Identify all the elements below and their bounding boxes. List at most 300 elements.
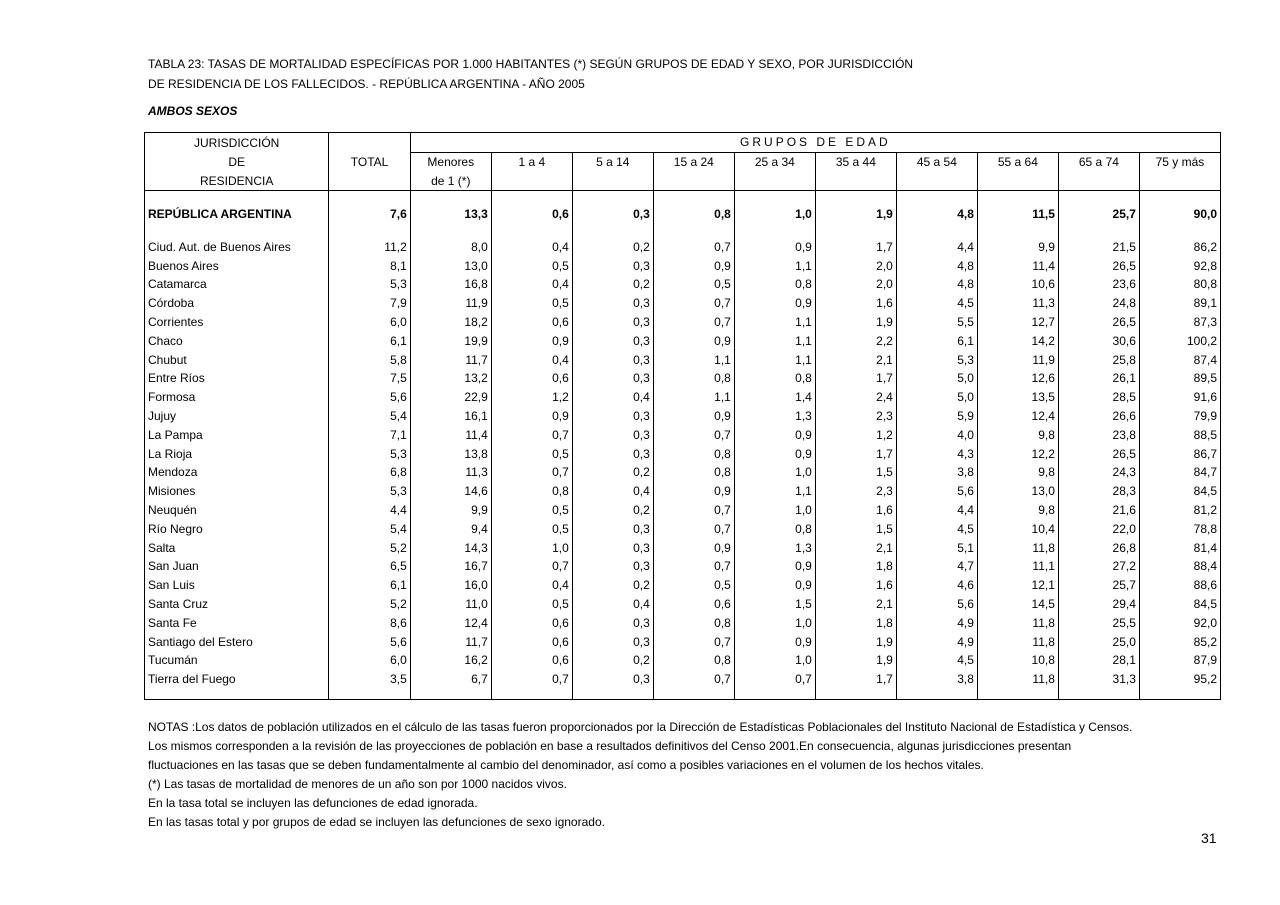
row-value: 14,2: [977, 331, 1058, 350]
row-value: 1,6: [815, 501, 896, 520]
header-total: TOTAL: [329, 152, 410, 171]
row-value: 1,0: [734, 501, 815, 520]
row-value: 95,2: [1139, 670, 1220, 689]
row-value: 27,2: [1058, 557, 1139, 576]
row-value: 26,1: [1058, 369, 1139, 388]
row-value: 14,6: [410, 482, 491, 501]
row-value: 11,9: [977, 350, 1058, 369]
row-value: 0,9: [734, 237, 815, 256]
row-value: 29,4: [1058, 595, 1139, 614]
header-menores-note: de 1 (*): [410, 172, 491, 191]
row-value: 0,5: [491, 501, 572, 520]
row-value: 4,5: [896, 519, 977, 538]
row-value: 25,8: [1058, 350, 1139, 369]
row-value: 0,5: [491, 256, 572, 275]
row-value: 2,3: [815, 482, 896, 501]
row-value: 2,0: [815, 275, 896, 294]
row-value: 85,2: [1139, 632, 1220, 651]
row-value: 5,6: [896, 595, 977, 614]
row-value: 0,9: [653, 331, 734, 350]
row-value: 0,8: [653, 463, 734, 482]
table-row: [145, 595, 1221, 614]
row-value: 2,3: [815, 407, 896, 426]
row-value: 87,3: [1139, 313, 1220, 332]
row-jurisdiction: REPÚBLICA ARGENTINA: [145, 200, 329, 228]
row-value: 8,1: [329, 256, 410, 275]
row-value: 4,8: [896, 256, 977, 275]
row-value: 0,9: [653, 407, 734, 426]
row-value: 0,7: [653, 237, 734, 256]
row-value: 16,1: [410, 407, 491, 426]
table-row: [145, 501, 1221, 520]
row-value: 11,1: [977, 557, 1058, 576]
header-age-group: 5 a 14: [572, 152, 653, 171]
row-value: 4,8: [896, 275, 977, 294]
row-value: 0,2: [572, 576, 653, 595]
row-value: 13,2: [410, 369, 491, 388]
row-value: 87,4: [1139, 350, 1220, 369]
table-title-line-1: TABLA 23: TASAS DE MORTALIDAD ESPECÍFICAS POR 1.000 HABITANTES (*) SEGÚN GRUPOS DE EDAD Y SEXO, POR JURISDICCIÓN: [148, 57, 914, 71]
table-row: [145, 237, 1221, 256]
row-value: 7,6: [329, 200, 410, 228]
row-value: 6,1: [896, 331, 977, 350]
row-value: 5,3: [329, 444, 410, 463]
row-value: 12,6: [977, 369, 1058, 388]
row-value: 0,4: [572, 595, 653, 614]
table-row: [145, 275, 1221, 294]
row-value: 0,3: [572, 407, 653, 426]
row-value: 1,4: [734, 388, 815, 407]
row-value: 24,8: [1058, 294, 1139, 313]
row-value: 6,0: [329, 313, 410, 332]
row-value: 89,1: [1139, 294, 1220, 313]
row-value: 0,7: [491, 557, 572, 576]
row-value: 4,6: [896, 576, 977, 595]
row-value: 5,6: [329, 632, 410, 651]
row-value: 87,9: [1139, 651, 1220, 670]
row-value: 16,8: [410, 275, 491, 294]
row-value: 0,3: [572, 557, 653, 576]
row-value: 0,3: [572, 369, 653, 388]
row-value: 1,7: [815, 444, 896, 463]
row-value: 31,3: [1058, 670, 1139, 689]
row-value: 0,3: [572, 200, 653, 228]
row-value: 91,6: [1139, 388, 1220, 407]
header-age-groups: GRUPOS DE EDAD: [410, 133, 1220, 153]
row-value: 0,5: [491, 294, 572, 313]
row-value: 1,5: [815, 463, 896, 482]
row-value: 6,1: [329, 576, 410, 595]
row-jurisdiction: Formosa: [145, 388, 329, 407]
row-value: 5,6: [896, 482, 977, 501]
row-jurisdiction: Misiones: [145, 482, 329, 501]
row-value: 0,3: [572, 256, 653, 275]
row-value: 11,8: [977, 613, 1058, 632]
row-value: 24,3: [1058, 463, 1139, 482]
header-age-group: 65 a 74: [1058, 152, 1139, 171]
row-value: 88,4: [1139, 557, 1220, 576]
row-value: 0,7: [653, 425, 734, 444]
header-age-group: 45 a 54: [896, 152, 977, 171]
row-jurisdiction: Río Negro: [145, 519, 329, 538]
row-jurisdiction: San Juan: [145, 557, 329, 576]
row-value: 0,4: [572, 482, 653, 501]
row-value: 6,0: [329, 651, 410, 670]
row-value: 2,1: [815, 538, 896, 557]
row-value: 4,4: [329, 501, 410, 520]
row-value: 0,9: [734, 444, 815, 463]
row-value: 0,9: [734, 632, 815, 651]
table-header: [145, 133, 1221, 191]
row-value: 25,5: [1058, 613, 1139, 632]
row-value: 2,1: [815, 595, 896, 614]
row-value: 0,7: [653, 313, 734, 332]
table-row: [145, 294, 1221, 313]
row-jurisdiction: Mendoza: [145, 463, 329, 482]
row-value: 21,6: [1058, 501, 1139, 520]
row-value: 5,1: [896, 538, 977, 557]
row-value: 21,5: [1058, 237, 1139, 256]
row-value: 0,5: [653, 576, 734, 595]
row-value: 19,9: [410, 331, 491, 350]
table-row: [145, 632, 1221, 651]
row-value: 0,3: [572, 294, 653, 313]
row-jurisdiction: San Luis: [145, 576, 329, 595]
row-value: 23,6: [1058, 275, 1139, 294]
notes: [148, 718, 1132, 831]
row-value: 0,8: [653, 651, 734, 670]
row-value: 1,7: [815, 369, 896, 388]
row-value: 81,4: [1139, 538, 1220, 557]
row-value: 0,7: [491, 670, 572, 689]
row-value: 0,3: [572, 613, 653, 632]
row-value: 16,2: [410, 651, 491, 670]
row-value: 92,0: [1139, 613, 1220, 632]
row-value: 10,6: [977, 275, 1058, 294]
row-value: 10,4: [977, 519, 1058, 538]
row-value: 4,5: [896, 294, 977, 313]
row-value: 0,7: [491, 425, 572, 444]
row-value: 7,1: [329, 425, 410, 444]
row-value: 1,1: [734, 313, 815, 332]
row-value: 11,7: [410, 632, 491, 651]
row-value: 4,7: [896, 557, 977, 576]
row-value: 4,0: [896, 425, 977, 444]
table-row: [145, 519, 1221, 538]
row-value: 0,4: [491, 576, 572, 595]
row-value: 23,8: [1058, 425, 1139, 444]
row-value: 1,6: [815, 294, 896, 313]
header-age-group: 1 a 4: [491, 152, 572, 171]
row-value: 11,3: [977, 294, 1058, 313]
table-row: [145, 369, 1221, 388]
row-value: 16,7: [410, 557, 491, 576]
note-line: (*) Las tasas de mortalidad de menores de un año son por 1000 nacidos vivos.: [148, 776, 567, 791]
note-line: NOTAS :Los datos de población utilizados en el cálculo de las tasas fueron proporcionados por la Dirección de Estadísticas Poblacionales del Instituto Nacional de Estadística y Censos.: [148, 720, 1133, 734]
table-row: [145, 425, 1221, 444]
row-value: 0,6: [491, 369, 572, 388]
row-jurisdiction: Tucumán: [145, 651, 329, 670]
row-value: 18,2: [410, 313, 491, 332]
row-value: 13,0: [977, 482, 1058, 501]
row-value: 0,9: [653, 256, 734, 275]
row-value: 0,2: [572, 237, 653, 256]
row-value: 4,4: [896, 237, 977, 256]
row-value: 0,6: [491, 651, 572, 670]
row-value: 6,5: [329, 557, 410, 576]
row-value: 7,9: [329, 294, 410, 313]
row-value: 5,4: [329, 519, 410, 538]
row-jurisdiction: Buenos Aires: [145, 256, 329, 275]
row-value: 0,4: [491, 237, 572, 256]
table-row: [145, 482, 1221, 501]
row-value: 11,2: [329, 237, 410, 256]
row-value: 25,0: [1058, 632, 1139, 651]
row-value: 1,1: [653, 388, 734, 407]
row-value: 5,0: [896, 388, 977, 407]
table-row: [145, 388, 1221, 407]
row-value: 0,9: [734, 576, 815, 595]
row-value: 5,3: [896, 350, 977, 369]
table-row: [145, 256, 1221, 275]
table-row: [145, 670, 1221, 689]
table-title-line-2: DE RESIDENCIA DE LOS FALLECIDOS. - REPÚBLICA ARGENTINA - AÑO 2005: [148, 77, 585, 91]
row-value: 0,9: [491, 407, 572, 426]
row-value: 0,5: [653, 275, 734, 294]
row-jurisdiction: Chaco: [145, 331, 329, 350]
row-value: 0,9: [491, 331, 572, 350]
note-line: fluctuaciones en las tasas que se deben fundamentalmente al cambio del denominador, así como a posibles variaciones en el volumen de los hechos vitales.: [148, 757, 984, 772]
row-value: 0,5: [491, 595, 572, 614]
row-value: 0,3: [572, 331, 653, 350]
row-value: 11,0: [410, 595, 491, 614]
row-value: 0,8: [653, 369, 734, 388]
row-value: 0,4: [491, 275, 572, 294]
row-value: 4,8: [896, 200, 977, 228]
row-value: 1,2: [815, 425, 896, 444]
row-value: 1,1: [734, 256, 815, 275]
row-value: 3,8: [896, 670, 977, 689]
row-value: 26,5: [1058, 256, 1139, 275]
row-value: 11,8: [977, 632, 1058, 651]
table-row: [145, 651, 1221, 670]
header-age-group: 55 a 64: [977, 152, 1058, 171]
row-value: 3,5: [329, 670, 410, 689]
table-row: [145, 576, 1221, 595]
row-value: 1,3: [734, 407, 815, 426]
row-value: 0,7: [653, 670, 734, 689]
row-value: 1,9: [815, 200, 896, 228]
row-jurisdiction: Catamarca: [145, 275, 329, 294]
header-age-group: 25 a 34: [734, 152, 815, 171]
row-value: 81,2: [1139, 501, 1220, 520]
row-value: 1,0: [734, 651, 815, 670]
row-value: 12,4: [977, 407, 1058, 426]
row-value: 5,3: [329, 482, 410, 501]
page-number: 31: [1201, 830, 1217, 846]
row-value: 1,9: [815, 651, 896, 670]
row-value: 0,8: [734, 369, 815, 388]
row-value: 1,5: [815, 519, 896, 538]
row-value: 11,8: [977, 670, 1058, 689]
row-value: 1,0: [734, 613, 815, 632]
row-value: 5,5: [896, 313, 977, 332]
row-value: 0,7: [653, 632, 734, 651]
table-row: [145, 407, 1221, 426]
row-value: 0,8: [653, 200, 734, 228]
row-value: 1,7: [815, 670, 896, 689]
row-value: 9,8: [977, 463, 1058, 482]
row-value: 1,8: [815, 613, 896, 632]
row-value: 1,1: [734, 482, 815, 501]
row-value: 12,4: [410, 613, 491, 632]
row-value: 0,7: [653, 557, 734, 576]
row-value: 88,5: [1139, 425, 1220, 444]
row-value: 13,8: [410, 444, 491, 463]
row-value: 84,5: [1139, 482, 1220, 501]
row-value: 0,6: [491, 313, 572, 332]
table-row: [145, 444, 1221, 463]
row-value: 12,7: [977, 313, 1058, 332]
row-value: 1,5: [734, 595, 815, 614]
row-value: 0,4: [491, 350, 572, 369]
row-value: 1,0: [734, 200, 815, 228]
row-value: 0,5: [491, 519, 572, 538]
row-value: 26,6: [1058, 407, 1139, 426]
row-value: 2,0: [815, 256, 896, 275]
row-value: 1,2: [491, 388, 572, 407]
row-value: 0,2: [572, 275, 653, 294]
row-jurisdiction: Santiago del Estero: [145, 632, 329, 651]
row-value: 6,8: [329, 463, 410, 482]
row-value: 78,8: [1139, 519, 1220, 538]
row-value: 13,3: [410, 200, 491, 228]
row-value: 0,9: [653, 538, 734, 557]
row-value: 0,9: [653, 482, 734, 501]
row-jurisdiction: Neuquén: [145, 501, 329, 520]
row-value: 5,9: [896, 407, 977, 426]
table-row: [145, 463, 1221, 482]
row-value: 9,9: [977, 237, 1058, 256]
row-value: 1,9: [815, 313, 896, 332]
row-value: 1,0: [734, 463, 815, 482]
row-value: 0,8: [653, 613, 734, 632]
row-value: 11,4: [410, 425, 491, 444]
row-value: 0,8: [653, 444, 734, 463]
row-value: 9,8: [977, 425, 1058, 444]
row-jurisdiction: Tierra del Fuego: [145, 670, 329, 689]
row-value: 86,2: [1139, 237, 1220, 256]
row-value: 4,9: [896, 632, 977, 651]
row-value: 89,5: [1139, 369, 1220, 388]
row-value: 7,5: [329, 369, 410, 388]
row-value: 4,3: [896, 444, 977, 463]
row-value: 84,7: [1139, 463, 1220, 482]
row-value: 2,4: [815, 388, 896, 407]
row-value: 5,0: [896, 369, 977, 388]
row-value: 0,8: [734, 275, 815, 294]
row-value: 9,8: [977, 501, 1058, 520]
row-value: 2,2: [815, 331, 896, 350]
header-age-group: 15 a 24: [653, 152, 734, 171]
row-jurisdiction: Santa Fe: [145, 613, 329, 632]
row-value: 1,1: [734, 331, 815, 350]
row-value: 5,3: [329, 275, 410, 294]
row-value: 1,8: [815, 557, 896, 576]
row-value: 6,1: [329, 331, 410, 350]
header-age-group: 75 y más: [1139, 152, 1220, 171]
row-jurisdiction: La Rioja: [145, 444, 329, 463]
row-value: 0,9: [734, 425, 815, 444]
row-value: 16,0: [410, 576, 491, 595]
row-value: 4,5: [896, 651, 977, 670]
row-value: 11,4: [977, 256, 1058, 275]
table-row: [145, 538, 1221, 557]
row-value: 0,3: [572, 632, 653, 651]
row-value: 2,1: [815, 350, 896, 369]
row-value: 0,4: [572, 388, 653, 407]
row-value: 5,4: [329, 407, 410, 426]
row-value: 1,3: [734, 538, 815, 557]
row-value: 86,7: [1139, 444, 1220, 463]
row-value: 11,7: [410, 350, 491, 369]
row-value: 0,7: [734, 670, 815, 689]
row-value: 8,0: [410, 237, 491, 256]
row-value: 0,6: [653, 595, 734, 614]
table-row-national: [145, 200, 1221, 228]
row-value: 28,1: [1058, 651, 1139, 670]
row-value: 11,9: [410, 294, 491, 313]
row-value: 28,3: [1058, 482, 1139, 501]
row-value: 28,5: [1058, 388, 1139, 407]
row-value: 1,6: [815, 576, 896, 595]
row-value: 0,9: [734, 557, 815, 576]
row-value: 0,7: [653, 294, 734, 313]
header-jurisdiction-line-2: DE: [145, 152, 329, 171]
row-value: 1,9: [815, 632, 896, 651]
row-value: 22,9: [410, 388, 491, 407]
row-value: 30,6: [1058, 331, 1139, 350]
sex-subtitle: AMBOS SEXOS: [148, 104, 238, 118]
table-row: [145, 331, 1221, 350]
row-value: 12,1: [977, 576, 1058, 595]
row-value: 0,6: [491, 200, 572, 228]
row-value: 90,0: [1139, 200, 1220, 228]
header-jurisdiction-line-3: RESIDENCIA: [145, 172, 329, 191]
row-value: 1,0: [491, 538, 572, 557]
row-value: 13,5: [977, 388, 1058, 407]
row-value: 9,9: [410, 501, 491, 520]
row-value: 1,7: [815, 237, 896, 256]
row-value: 13,0: [410, 256, 491, 275]
header-menores: Menores: [410, 152, 491, 171]
row-value: 0,3: [572, 425, 653, 444]
row-value: 26,5: [1058, 444, 1139, 463]
row-value: 11,3: [410, 463, 491, 482]
row-value: 0,9: [734, 294, 815, 313]
row-value: 5,2: [329, 595, 410, 614]
row-value: 0,2: [572, 463, 653, 482]
row-value: 11,5: [977, 200, 1058, 228]
row-value: 4,4: [896, 501, 977, 520]
table-row: [145, 313, 1221, 332]
row-value: 22,0: [1058, 519, 1139, 538]
row-value: 25,7: [1058, 576, 1139, 595]
row-value: 1,1: [653, 350, 734, 369]
row-value: 26,8: [1058, 538, 1139, 557]
row-value: 0,5: [491, 444, 572, 463]
note-line: Los mismos corresponden a la revisión de las proyecciones de población en base a resultados definitivos del Censo 2001.En consecuencia, algunas jurisdicciones presentan: [148, 738, 1072, 753]
